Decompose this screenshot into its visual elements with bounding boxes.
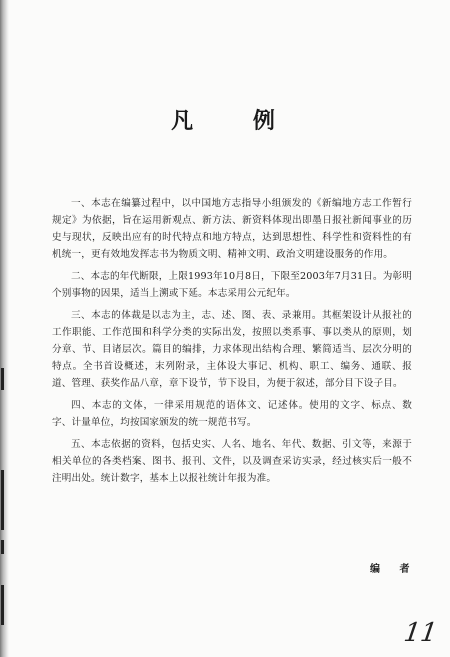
page-number: 11 bbox=[401, 618, 440, 648]
paragraph-3: 三、本志的体裁是以志为主，志、述、图、表、录兼用。其框架设计从报社的工作职能、工作范围和科学分类的实际出发，按照以类系事、事以类从的原则，划分章、节、目诸层次。篇目的编排，力求体现出结构合理、繁简适当、层次分明的特点。全书首设概述，末列附录，主体设大事记、机构、职工、编务、通联、报道、管理、获奖作品八章，章下设节，节下设目，为便于叙述，部分目下设子目。 bbox=[52, 310, 412, 389]
binding-mark bbox=[1, 585, 4, 625]
body-text bbox=[52, 195, 412, 492]
paragraph-2: 二、本志的年代断限，上限1993年10月8日，下限至2003年7月31日。为彰明个别事物的因果，适当上溯或下延。本志采用公元纪年。 bbox=[52, 271, 412, 299]
paragraph-5: 五、本志依据的资料，包括史实、人名、地名、年代、数据、引文等，来源于相关单位的各类档案、图书、报刊、文件，以及调查采访实录，经过核实后一般不注明出处。统计数字，基本上以报社统计年报为准。 bbox=[52, 439, 412, 484]
paragraph-1: 一、本志在编纂过程中，以中国地方志指导小组颁发的《新编地方志工作暂行规定》为依据，旨在运用新观点、新方法、新资料体现出即墨日报社新闻事业的历史与现状，反映出应有的时代特点和地方特点，达到思想性、科学性和资料性的有机统一，更有效地发挥志书为物质文明、精神文明、政治文明建设服务的作用。 bbox=[52, 198, 412, 260]
page-title: 凡 例 bbox=[171, 108, 301, 134]
binding-mark bbox=[1, 540, 4, 554]
paragraph-4: 四、本志的文体，一律采用规范的语体文、记述体。使用的文字、标点、数字、计量单位，均按国家颁发的统一规范书写。 bbox=[52, 400, 412, 428]
binding-shadow bbox=[0, 0, 9, 657]
editor-signature: 编 者 bbox=[370, 564, 418, 575]
binding-mark bbox=[1, 368, 4, 390]
binding-mark bbox=[1, 470, 4, 530]
